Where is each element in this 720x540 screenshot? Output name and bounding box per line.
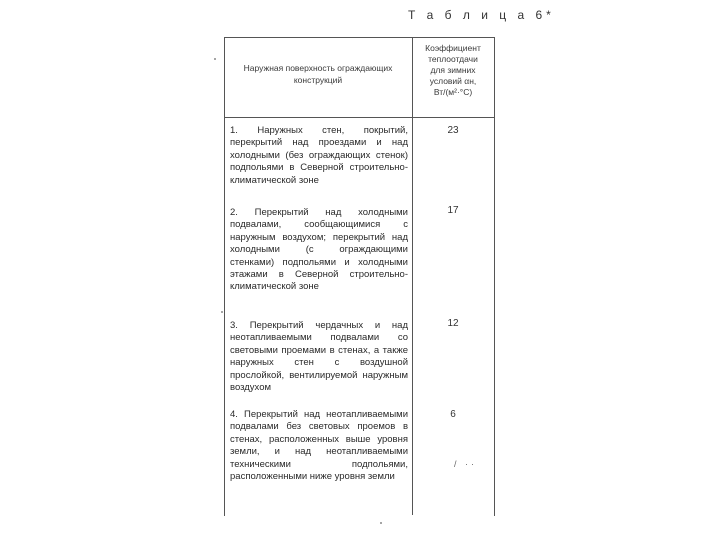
header-divider: [224, 117, 494, 118]
column-divider: [412, 37, 413, 515]
table-frame-right: [412, 37, 495, 516]
table-row-text: 3. Перекрытий чердачных и над неотапливаемыми подвалами со световыми проемами в стенах, а также наружных стен с воздушной прослойкой, вентилируемой наружным воздухом: [230, 320, 408, 394]
scan-speck: [380, 522, 382, 524]
header-line: для зимних: [430, 65, 476, 75]
header-line: условий αн,: [429, 76, 477, 86]
header-line: теплоотдачи: [428, 54, 478, 64]
table-row-value: 12: [447, 318, 459, 329]
scan-speck: [221, 311, 223, 313]
column-header-coefficient: [414, 43, 492, 98]
header-line: Коэффициент: [425, 43, 481, 53]
table-row-value: 17: [447, 205, 459, 216]
table-row-text: 4. Перекрытий над неотапливаемыми подвалами без световых проемов в стенах, расположенных выше уровня земли, и над неотапливаемыми техническими подпольями, расположенными ниже уровня земли: [230, 409, 408, 483]
table-row-text: 1. Наружных стен, покрытий, перекрытий над проездами и над холодными (без ограждающих стенок) подпольями в Северной строительно-климатической зоне: [230, 125, 408, 186]
table-row-value: 6: [450, 409, 456, 420]
table-caption: Т а б л и ц а 6*: [408, 8, 555, 22]
table-row-text: 2. Перекрытий над холодными подвалами, сообщающимися с наружным воздухом; перекрытий над холодными (с ограждающими стенками) подпольями и холодными этажами в Северной строительно-климатической зоне: [230, 207, 408, 293]
stray-mark: / ··: [454, 459, 477, 469]
header-line: Вт/(м²·°С): [433, 87, 473, 97]
column-header-surface: Наружная поверхность ограждающих конструкций: [243, 63, 393, 85]
table-row-value: 23: [447, 125, 459, 136]
scan-speck: [214, 58, 216, 60]
